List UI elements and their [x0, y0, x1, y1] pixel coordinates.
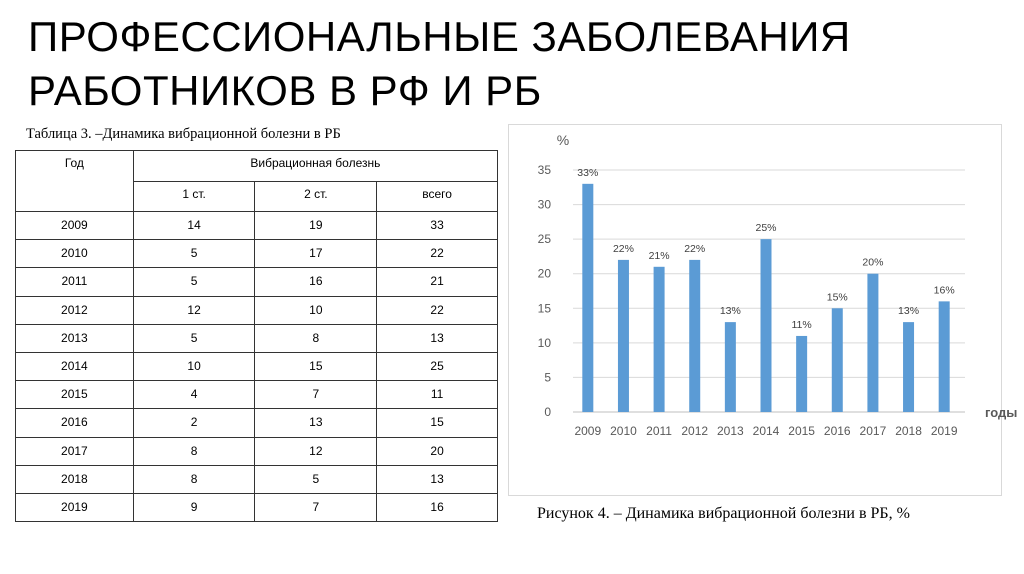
vibration-disease-table [15, 150, 498, 522]
cell-total: 33 [377, 212, 498, 240]
bar [761, 239, 772, 412]
bar [725, 322, 736, 412]
cell-stage-2: 7 [255, 381, 377, 409]
table-row [16, 381, 498, 409]
cell-total: 25 [377, 352, 498, 380]
y-tick-label: 15 [537, 301, 551, 316]
cell-stage-2: 13 [255, 409, 377, 437]
cell-stage-1: 9 [133, 493, 255, 521]
x-tick-label: 2010 [610, 424, 637, 438]
cell-stage-1: 5 [133, 324, 255, 352]
x-tick-label: 2017 [859, 424, 887, 438]
y-tick-label: 35 [537, 163, 551, 177]
cell-total: 13 [377, 465, 498, 493]
cell-stage-2: 7 [255, 493, 377, 521]
cell-total: 15 [377, 409, 498, 437]
data-label: 22% [612, 242, 634, 255]
data-label: 21% [648, 249, 670, 262]
x-tick-label: 2013 [717, 424, 744, 438]
data-label: 13% [898, 305, 920, 318]
cell-total: 22 [377, 240, 498, 268]
cell-total: 13 [377, 324, 498, 352]
figure-caption: Рисунок 4. – Динамика вибрационной болезни в РБ, % [537, 505, 910, 522]
cell-stage-2: 5 [255, 465, 377, 493]
cell-stage-1: 5 [133, 240, 255, 268]
y-axis-label: % [556, 132, 570, 148]
data-label: 15% [826, 291, 848, 304]
cell-year: 2011 [16, 268, 134, 296]
table-row [16, 324, 498, 352]
table-row [16, 493, 498, 521]
y-tick-label: 10 [537, 335, 551, 350]
table-body [16, 212, 498, 522]
table-row [16, 352, 498, 380]
slide-title-line-1: ПРОФЕССИОНАЛЬНЫЕ ЗАБОЛЕВАНИЯ [28, 13, 851, 60]
cell-year: 2013 [16, 324, 134, 352]
y-tick-label: 30 [537, 197, 551, 212]
cell-year: 2019 [16, 493, 134, 521]
bar [654, 267, 665, 412]
bar-chart [509, 125, 1018, 495]
data-label: 16% [933, 284, 955, 297]
y-tick-label: 25 [537, 232, 551, 247]
slide-title-line-2: РАБОТНИКОВ В РФ И РБ [28, 67, 542, 114]
header-vibration-disease: Вибрационная болезнь [133, 151, 497, 182]
bar [832, 308, 843, 412]
y-tick-label: 20 [537, 266, 551, 281]
x-tick-label: 2009 [574, 424, 602, 438]
cell-stage-2: 10 [255, 296, 377, 324]
cell-stage-2: 15 [255, 352, 377, 380]
bar [689, 260, 700, 412]
cell-year: 2015 [16, 381, 134, 409]
cell-total: 11 [377, 381, 498, 409]
x-axis-label: годы [985, 405, 1018, 420]
table-row [16, 465, 498, 493]
header-stage-1: 1 ст. [133, 182, 255, 212]
table-row [16, 437, 498, 465]
x-tick-label: 2018 [895, 424, 922, 438]
table-row [16, 212, 498, 240]
cell-year: 2016 [16, 409, 134, 437]
cell-stage-2: 8 [255, 324, 377, 352]
x-tick-label: 2016 [823, 424, 851, 438]
bar [867, 274, 878, 412]
cell-year: 2017 [16, 437, 134, 465]
cell-year: 2012 [16, 296, 134, 324]
header-year: Год [16, 151, 134, 212]
cell-stage-1: 8 [133, 465, 255, 493]
cell-year: 2018 [16, 465, 134, 493]
x-tick-label: 2014 [752, 424, 780, 438]
header-stage-2: 2 ст. [255, 182, 377, 212]
y-tick-label: 0 [544, 405, 551, 419]
table-row [16, 296, 498, 324]
x-tick-label: 2019 [930, 424, 958, 438]
x-tick-label: 2015 [788, 424, 815, 438]
cell-year: 2014 [16, 352, 134, 380]
cell-year: 2009 [16, 212, 134, 240]
cell-stage-1: 14 [133, 212, 255, 240]
cell-total: 21 [377, 268, 498, 296]
slide-title [28, 10, 988, 118]
cell-total: 16 [377, 493, 498, 521]
cell-stage-1: 2 [133, 409, 255, 437]
cell-stage-2: 19 [255, 212, 377, 240]
chart-container [508, 124, 1018, 496]
table-row [16, 268, 498, 296]
table-caption: Таблица 3. –Динамика вибрационной болезни в РБ [26, 126, 341, 142]
bar [618, 260, 629, 412]
cell-stage-2: 12 [255, 437, 377, 465]
cell-stage-2: 16 [255, 268, 377, 296]
table-row [16, 240, 498, 268]
cell-stage-1: 10 [133, 352, 255, 380]
bar [903, 322, 914, 412]
y-tick-label: 5 [544, 370, 551, 385]
bar [796, 336, 807, 412]
header-total: всего [377, 182, 498, 212]
cell-year: 2010 [16, 240, 134, 268]
data-label: 11% [791, 318, 812, 331]
data-label: 13% [719, 305, 741, 318]
cell-total: 22 [377, 296, 498, 324]
cell-stage-1: 5 [133, 268, 255, 296]
data-label: 33% [577, 166, 599, 179]
cell-stage-1: 4 [133, 381, 255, 409]
data-label: 20% [862, 256, 884, 269]
bar [582, 184, 593, 412]
table-row [16, 409, 498, 437]
data-label: 22% [684, 242, 706, 255]
x-tick-label: 2011 [646, 424, 672, 438]
x-tick-label: 2012 [681, 424, 709, 438]
cell-total: 20 [377, 437, 498, 465]
cell-stage-1: 8 [133, 437, 255, 465]
cell-stage-2: 17 [255, 240, 377, 268]
cell-stage-1: 12 [133, 296, 255, 324]
data-label: 25% [755, 222, 777, 235]
bar [939, 301, 950, 412]
